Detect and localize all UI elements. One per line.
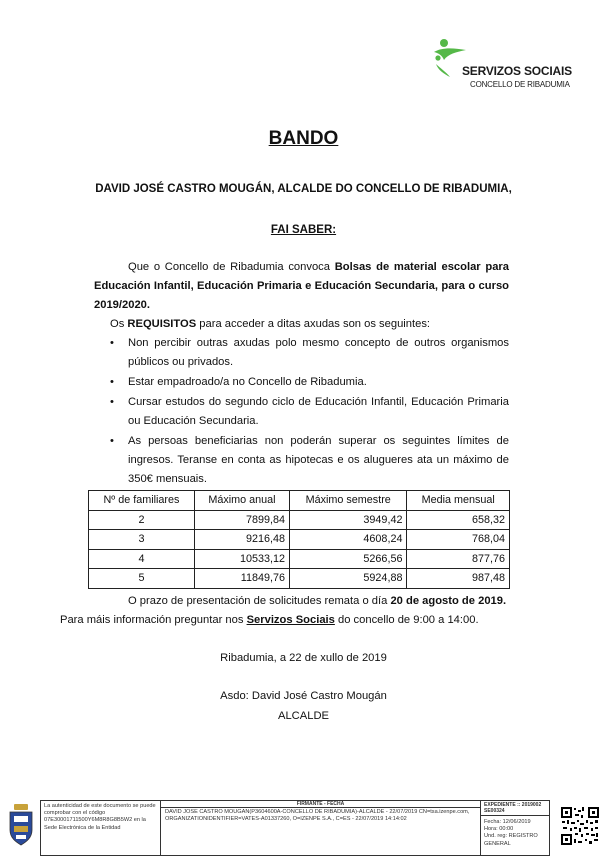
table-cell: 877,76 [407, 549, 510, 569]
city-date: Ribadumia, a 22 de xullo de 2019 [220, 652, 387, 664]
requisitos-post: para acceder a ditas axudas son os seguintes: [196, 318, 431, 330]
signer-block [161, 801, 481, 855]
list-item [94, 393, 509, 431]
intro-bold-text: Bolsas de material escolar para Educación Infantil, Educación Primaria e Educación Secundaria, para o curso 2019/2020. [94, 261, 509, 311]
verification-text: La autenticidad de este documento se puede comprobar con el código 07E30001711500Y6M8R8G8B5W2 en la Sede Electrónica de la Entidad [41, 801, 161, 855]
table-cell: 4608,24 [289, 530, 406, 550]
info-line [60, 611, 479, 630]
requisitos-bold: REQUISITOS [127, 318, 197, 330]
table-cell: 10533,12 [194, 549, 289, 569]
requirements-list [94, 334, 509, 490]
table-cell: 5 [89, 569, 195, 589]
column-header: Máximo anual [194, 491, 289, 511]
expediente: EXPEDIENTE :: 2019002 SE00324 [481, 801, 549, 816]
requisitos-pre: Os [110, 318, 128, 330]
info-text: Para máis información preguntar nos [60, 614, 247, 626]
requisitos-line [110, 315, 430, 334]
table-cell: 3949,42 [289, 510, 406, 530]
table-cell: 11849,76 [194, 569, 289, 589]
coat-of-arms-icon [6, 804, 36, 846]
logo-subtitle: CONCELLO DE RIBADUMIA [470, 80, 570, 89]
signature-line: Asdo: David José Castro Mougán [220, 690, 387, 702]
registry-date: Fecha: 12/06/2019 [484, 819, 531, 825]
registry-time: Hora: 00:00 [484, 826, 514, 833]
signer-text: DAVID JOSE CASTRO MOUGAN(P3604600A-CONCELLO DE RIBADUMIA)-ALCALDE - 22/07/2019 CN=tsa.izenpe.com, ORGANIZATIONIDENTIFIER=VATES-A01337260, O=IZENPE S.A., C=ES - 22/07/2019 14:14:02 [165, 809, 470, 823]
list-item-text: Non percibir outras axudas polo mesmo concepto de outros organismos públicos ou privados. [128, 337, 509, 368]
signer-role: ALCALDE [278, 710, 329, 722]
fai-saber-heading: FAI SABER: [270, 224, 337, 236]
bullet-icon: • [110, 396, 114, 408]
bullet-icon: • [110, 435, 114, 447]
intro-text: Que o Concello de Ribadumia convoca [128, 261, 335, 273]
table-cell: 5266,56 [289, 549, 406, 569]
table-cell: 7899,84 [194, 510, 289, 530]
deadline-paragraph [60, 592, 509, 630]
list-item [94, 432, 509, 489]
electronic-signature-box [40, 800, 550, 856]
table-cell: 2 [89, 510, 195, 530]
deadline-text: O prazo de presentación de solicitudes remata o día [128, 595, 391, 607]
table-cell: 4 [89, 549, 195, 569]
qr-code-icon [560, 806, 600, 846]
table-cell: 5924,88 [289, 569, 406, 589]
info-hours: do concello de 9:00 a 14:00. [334, 614, 479, 626]
intro-paragraph [94, 258, 509, 315]
income-limits-table [88, 490, 510, 589]
list-item [94, 334, 509, 372]
list-item-text: As persoas beneficiarias non poderán superar os seguintes límites de ingresos. Teranse en conta as hipotecas e os alugueres ata un máximo de 350€ mensuais. [128, 435, 509, 485]
table-row [89, 510, 510, 530]
table-header-row [89, 491, 510, 511]
document-title: BANDO [268, 128, 339, 149]
table-row [89, 549, 510, 569]
column-header: Nº de familiares [89, 491, 195, 511]
table-cell: 3 [89, 530, 195, 550]
table-cell: 768,04 [407, 530, 510, 550]
servizos-sociais-logo [432, 38, 572, 94]
table-row [89, 530, 510, 550]
column-header: Máximo semestre [289, 491, 406, 511]
list-item-text: Cursar estudos do segundo ciclo de Educación Infantil, Educación Primaria ou Educación Secundaria. [128, 396, 509, 427]
table-cell: 9216,48 [194, 530, 289, 550]
table-row [89, 569, 510, 589]
registry-block [481, 801, 549, 855]
signer-header: FIRMANTE - FECHA [161, 801, 480, 808]
list-item-text: Estar empadroado/a no Concello de Ribadumia. [128, 376, 367, 388]
bullet-icon: • [110, 376, 114, 388]
table-cell: 987,48 [407, 569, 510, 589]
servizos-sociais-link: Servizos Sociais [246, 614, 335, 626]
column-header: Media mensual [407, 491, 510, 511]
document-subtitle: DAVID JOSÉ CASTRO MOUGÁN, ALCALDE DO CONCELLO DE RIBADUMIA, [95, 183, 512, 195]
registry-unit: Und. reg: REGISTRO GENERAL [484, 833, 538, 847]
bullet-icon: • [110, 337, 114, 349]
logo-title: SERVIZOS SOCIAIS [462, 64, 572, 78]
list-item [94, 373, 509, 392]
deadline-date: 20 de agosto de 2019. [390, 595, 507, 607]
table-cell: 658,32 [407, 510, 510, 530]
